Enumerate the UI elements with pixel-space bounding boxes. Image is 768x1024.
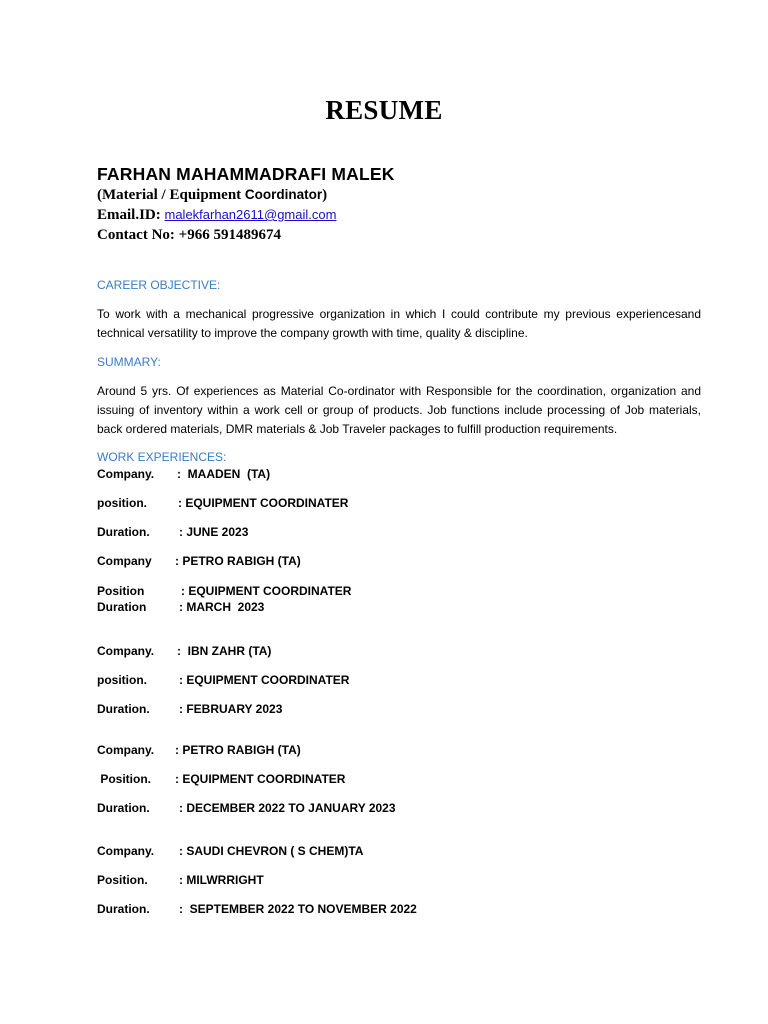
- role-close: ): [322, 187, 328, 203]
- work-row-label: Duration.: [97, 525, 150, 539]
- work-row-value: : FEBRUARY 2023: [179, 702, 283, 716]
- work-row: [97, 702, 283, 716]
- work-row-label: Company.: [97, 467, 155, 481]
- work-row-value: : MARCH 2023: [179, 600, 265, 614]
- role-open: (Material / Equipment: [97, 187, 245, 203]
- work-row-label: Position.: [97, 772, 151, 786]
- work-row-value: : DECEMBER 2022 TO JANUARY 2023: [179, 801, 396, 815]
- work-row-value: : SEPTEMBER 2022 TO NOVEMBER 2022: [179, 902, 417, 916]
- email-line: [97, 207, 336, 224]
- career-objective-text: To work with a mechanical progressive organization in which I could contribute my previous experiencesand technical versatility to improve the company growth with time, quality & discipline.: [97, 307, 701, 340]
- work-row-label: Duration.: [97, 801, 150, 815]
- work-row: [97, 554, 301, 568]
- work-row-value: : EQUIPMENT COORDINATER: [179, 673, 350, 687]
- work-row-label: Duration.: [97, 702, 150, 716]
- candidate-name: FARHAN MAHAMMADRAFI MALEK: [97, 164, 395, 184]
- work-row-label: Company: [97, 554, 152, 568]
- work-row: [97, 584, 352, 598]
- work-row: [97, 772, 346, 786]
- work-row-value: : EQUIPMENT COORDINATER: [175, 772, 346, 786]
- work-row-value: : IBN ZAHR (TA): [177, 644, 272, 658]
- work-row-value: : MILWRRIGHT: [179, 873, 264, 887]
- work-row-label: position.: [97, 673, 147, 687]
- work-row: [97, 644, 272, 658]
- work-row: [97, 873, 264, 887]
- page-title: RESUME: [325, 95, 443, 125]
- work-row-label: position.: [97, 496, 147, 510]
- work-row: [97, 902, 417, 916]
- work-row-value: : SAUDI CHEVRON ( S CHEM)TA: [179, 844, 364, 858]
- work-row: [97, 673, 350, 687]
- work-row-label: Duration: [97, 600, 147, 614]
- email-link[interactable]: malekfarhan2611@gmail.com: [164, 207, 337, 222]
- work-row-label: Position.: [97, 873, 148, 887]
- summary-text: Around 5 yrs. Of experiences as Material Co-ordinator with Responsible for the coordination, organization and issuing of inventory within a work cell or group of products. Job functions include processing of Job materials, back ordered materials, DMR materials & Job Traveler packages to fulfill production requirements.: [97, 384, 701, 436]
- role-word: Coordinator: [244, 187, 323, 202]
- work-row-label: Position: [97, 584, 145, 598]
- work-row-label: Company.: [97, 743, 155, 757]
- work-row-value: : PETRO RABIGH (TA): [175, 743, 301, 757]
- work-row: [97, 496, 349, 510]
- work-row: [97, 743, 301, 757]
- work-row: [97, 801, 396, 815]
- work-row-value: : EQUIPMENT COORDINATER: [181, 584, 352, 598]
- work-row: [97, 525, 249, 539]
- email-label: Email.ID:: [97, 207, 165, 223]
- candidate-role: [97, 187, 327, 204]
- work-row-label: Company.: [97, 844, 155, 858]
- work-row-label: Company.: [97, 644, 155, 658]
- work-row-value: : JUNE 2023: [179, 525, 249, 539]
- work-experiences-heading: WORK EXPERIENCES:: [97, 450, 227, 464]
- work-row-value: : MAADEN (TA): [177, 467, 271, 481]
- work-row: [97, 600, 265, 614]
- work-row: [97, 467, 271, 481]
- contact-line: Contact No: +966 591489674: [97, 227, 281, 243]
- career-objective-heading: CAREER OBJECTIVE:: [97, 278, 221, 292]
- work-row-value: : EQUIPMENT COORDINATER: [178, 496, 349, 510]
- work-row: [97, 844, 364, 858]
- summary-heading: SUMMARY:: [97, 355, 161, 369]
- work-row-label: Duration.: [97, 902, 150, 916]
- work-row-value: : PETRO RABIGH (TA): [175, 554, 301, 568]
